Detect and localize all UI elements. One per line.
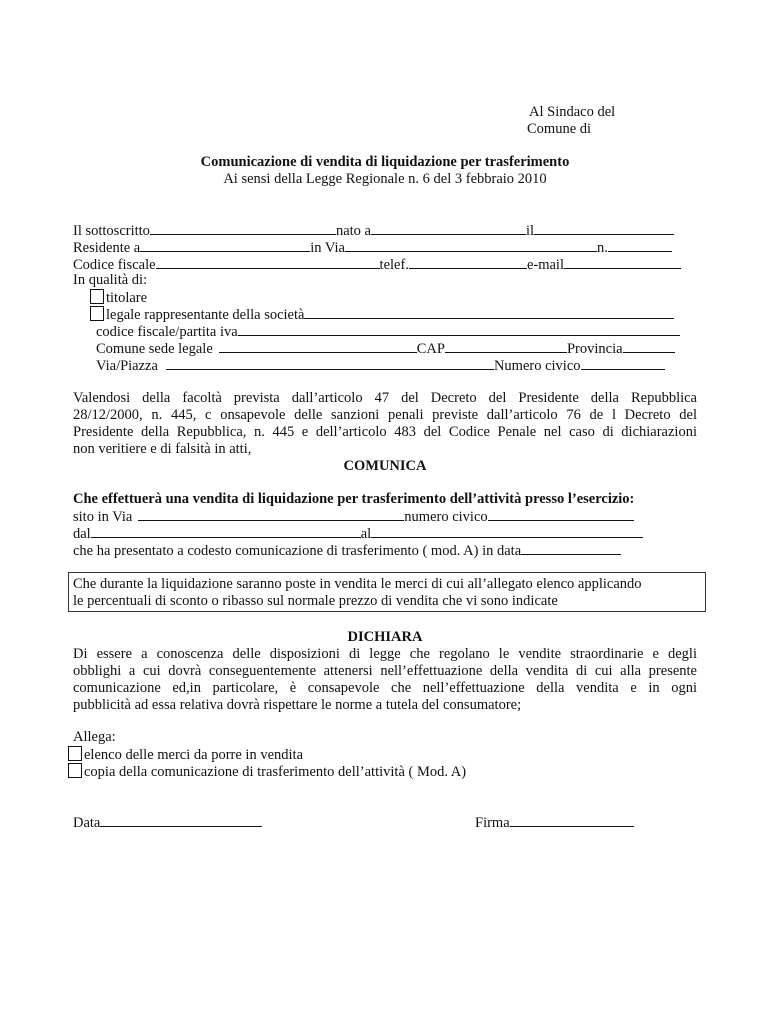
statement-line-1: Che durante la liquidazione saranno poste in vendita le merci di cui all’allegato elenco applicando	[73, 576, 642, 592]
field-email[interactable]	[564, 256, 681, 269]
row-allega-item-1	[68, 746, 303, 764]
field-dal[interactable]	[91, 525, 361, 538]
field-nato-a[interactable]	[371, 222, 526, 235]
document-subtitle: Ai sensi della Legge Regionale n. 6 del 3 febbraio 2010	[223, 171, 547, 187]
dichiara-line-4: pubblicità ad essa relativa dovrà rispettare le norme a tutela del consumatore;	[73, 697, 522, 713]
field-numero-civico[interactable]	[581, 357, 665, 370]
statement-line-2: le percentuali di sconto o ribasso sul normale prezzo di vendita che vi sono indicate	[73, 593, 558, 609]
field-data[interactable]	[100, 814, 262, 827]
label-cap: CAP	[416, 341, 445, 357]
checkbox-elenco-merci[interactable]	[68, 746, 82, 761]
dichiara-heading: DICHIARA	[347, 629, 423, 645]
comunica-lead: Che effettuerà una vendita di liquidazione per trasferimento dell’attività presso l’esercizio:	[73, 491, 635, 507]
row-via-piazza	[96, 357, 665, 375]
label-numero-civico: Numero civico	[493, 358, 581, 374]
label-data: Data	[73, 815, 101, 831]
label-legale-rappresentante: legale rappresentante della società	[106, 307, 305, 323]
field-via-piazza[interactable]	[166, 357, 494, 370]
field-n[interactable]	[608, 239, 672, 252]
field-firma[interactable]	[510, 814, 634, 827]
declaration-line-4: non veritiere e di falsità in atti,	[73, 441, 252, 457]
field-residente-a[interactable]	[140, 239, 310, 252]
row-legale-rappresentante	[90, 306, 674, 324]
dichiara-line-2: obblighi a cui dovrà conseguentemente attenersi nell’effettuazione della vendita di cui alla presente	[73, 663, 697, 679]
label-codice-fiscale: Codice fiscale	[73, 257, 156, 273]
addressee-line-2: Comune di	[527, 121, 592, 137]
field-cap[interactable]	[445, 340, 567, 353]
label-via-piazza: Via/Piazza	[96, 358, 158, 374]
label-dal: dal	[73, 526, 91, 542]
field-il[interactable]	[534, 222, 674, 235]
row-sito-in-via	[73, 508, 634, 526]
field-data-comunicazione[interactable]	[521, 542, 621, 555]
row-presentato	[73, 542, 621, 560]
label-sito-in-via: sito in Via	[73, 509, 133, 525]
row-allega-item-2	[68, 763, 466, 781]
addressee-line-1: Al Sindaco del	[529, 104, 616, 120]
label-al: al	[360, 526, 372, 542]
row-comune-sede	[96, 340, 675, 358]
label-in-via: in Via	[310, 240, 345, 256]
row-firma	[475, 814, 634, 832]
label-comune-sede: Comune sede legale	[96, 341, 213, 357]
field-in-via[interactable]	[345, 239, 597, 252]
declaration-line-3: Presidente della Repubblica, n. 445 e dell’articolo 483 del Codice Penale nel caso di dichiarazioni	[73, 424, 697, 440]
label-firma: Firma	[475, 815, 510, 831]
label-n: n.	[596, 240, 608, 256]
label-provincia: Provincia	[566, 341, 623, 357]
row-residente	[73, 239, 672, 257]
dichiara-line-3: comunicazione ed,in particolare, è consapevole che nell’effettuazione della vendita e in ogni	[73, 680, 697, 696]
row-sottoscritto	[73, 222, 674, 240]
label-presentato: che ha presentato a codesto comunicazione di trasferimento ( mod. A) in data	[73, 543, 522, 559]
label-comunica-numero-civico: numero civico	[404, 509, 488, 525]
label-in-qualita: In qualità di:	[73, 272, 148, 288]
label-email: e-mail	[526, 257, 564, 273]
field-comune-sede[interactable]	[219, 340, 417, 353]
label-il: il	[525, 223, 535, 239]
label-sottoscritto: Il sottoscritto	[73, 223, 150, 239]
checkbox-legale-rappresentante[interactable]	[90, 306, 104, 321]
field-al[interactable]	[371, 525, 643, 538]
declaration-line-1: Valendosi della facoltà prevista dall’articolo 47 del Decreto del Presidente della Repubblica	[73, 390, 697, 406]
field-cf-piva[interactable]	[238, 323, 680, 336]
checkbox-titolare[interactable]	[90, 289, 104, 304]
row-titolare	[90, 289, 147, 307]
label-cf-piva: codice fiscale/partita iva	[96, 324, 238, 340]
label-residente-a: Residente a	[73, 240, 141, 256]
checkbox-copia-comunicazione[interactable]	[68, 763, 82, 778]
field-comunica-numero-civico[interactable]	[488, 508, 634, 521]
label-telef: telef.	[379, 257, 409, 273]
document-title: Comunicazione di vendita di liquidazione per trasferimento	[200, 154, 570, 170]
comunica-heading: COMUNICA	[343, 458, 427, 474]
declaration-line-2: 28/12/2000, n. 445, c onsapevole delle sanzioni penali previste dall’articolo 76 de l Decreto del	[73, 407, 697, 423]
allega-label: Allega:	[73, 729, 116, 745]
field-sito-in-via[interactable]	[138, 508, 404, 521]
row-cf-piva	[96, 323, 680, 341]
field-provincia[interactable]	[623, 340, 675, 353]
field-codice-fiscale[interactable]	[156, 256, 380, 269]
row-codice-fiscale	[73, 256, 681, 274]
row-dal-al	[73, 525, 643, 543]
dichiara-line-1: Di essere a conoscenza delle disposizioni di legge che regolano le vendite straordinarie e degli	[73, 646, 697, 662]
label-copia-comunicazione: copia della comunicazione di trasferimento dell’attività ( Mod. A)	[84, 764, 467, 780]
field-telef[interactable]	[409, 256, 527, 269]
field-societa[interactable]	[304, 306, 674, 319]
label-titolare: titolare	[106, 290, 148, 306]
field-sottoscritto[interactable]	[150, 222, 336, 235]
row-data	[73, 814, 262, 832]
label-nato-a: nato a	[335, 223, 371, 239]
label-elenco-merci: elenco delle merci da porre in vendita	[84, 747, 304, 763]
